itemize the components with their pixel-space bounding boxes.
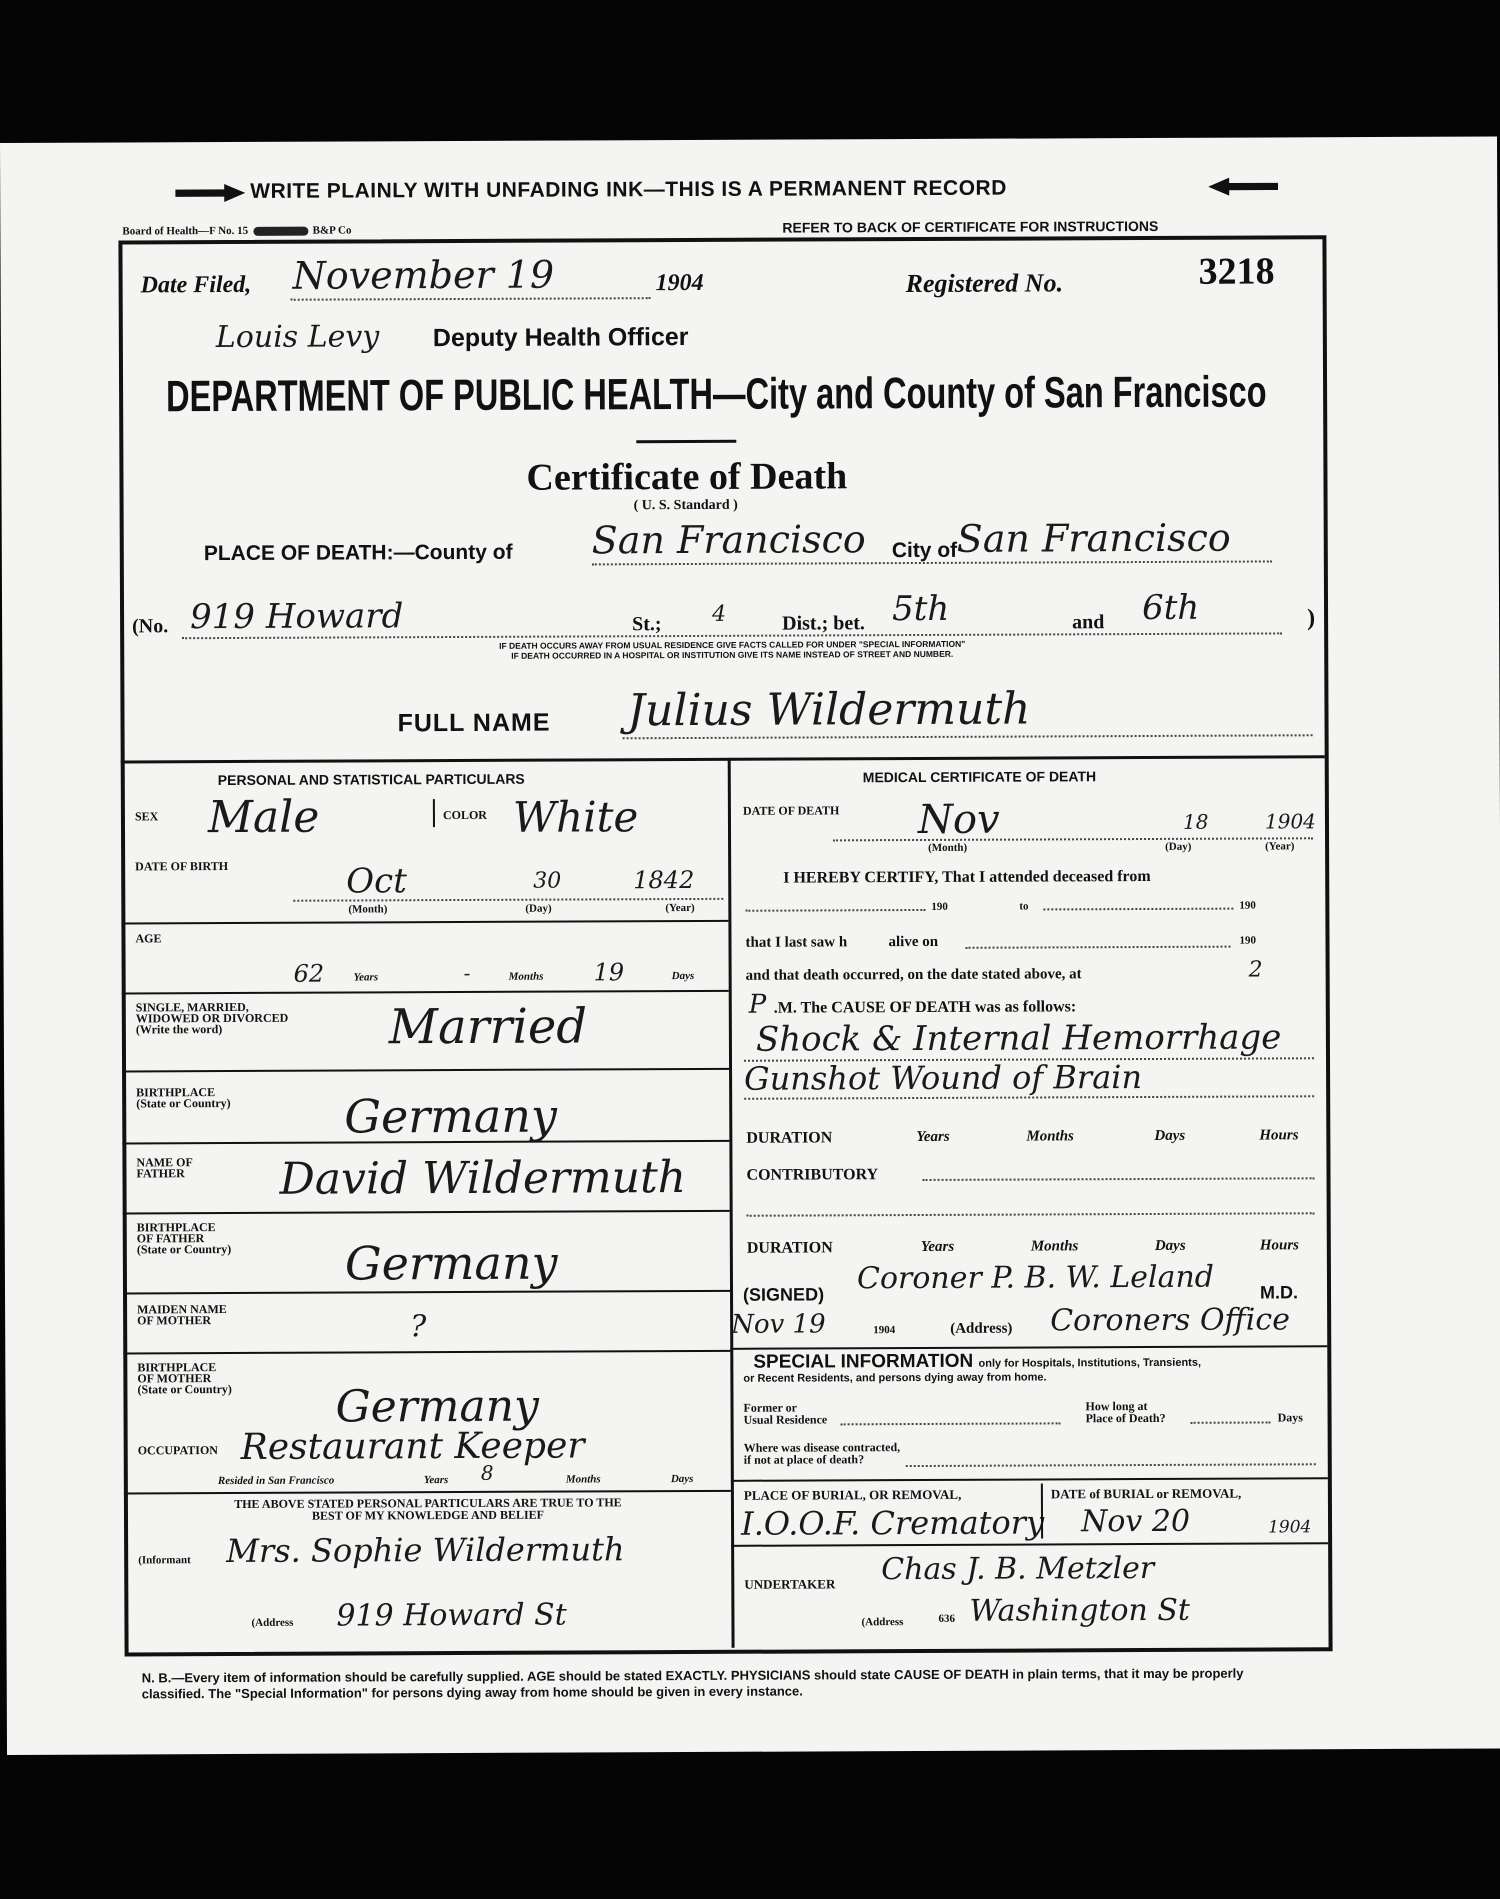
between-street-2: 6th bbox=[1141, 587, 1200, 629]
district-label: Dist.; bet. bbox=[782, 612, 865, 635]
occurred-text: and that death occurred, on the date stated above, at bbox=[745, 966, 1082, 984]
duration-days-2: Days bbox=[1154, 1237, 1186, 1254]
close-paren: ) bbox=[1307, 605, 1316, 632]
father-birthplace-label: BIRTHPLACE OF FATHER (State or Country) bbox=[136, 1220, 232, 1257]
dob-year-caption: (Year) bbox=[665, 901, 695, 915]
city-value: San Francisco bbox=[956, 515, 1231, 561]
county-value: San Francisco bbox=[591, 517, 866, 563]
am-pm-value: P bbox=[748, 989, 767, 1020]
dob-day: 30 bbox=[533, 868, 562, 894]
burial-date-year: 1904 bbox=[1268, 1517, 1312, 1538]
street-number-label: (No. bbox=[132, 615, 169, 638]
certificate-page bbox=[0, 136, 1500, 1755]
informant-label: (Informant bbox=[138, 1554, 191, 1567]
registered-label: Registered No. bbox=[905, 268, 1064, 299]
form-code: Board of Health—F No. 15 B&P Co bbox=[122, 224, 352, 238]
occupation-label: OCCUPATION bbox=[137, 1443, 218, 1458]
mother-name-value: ? bbox=[410, 1309, 427, 1345]
age-days: 19 bbox=[593, 958, 625, 987]
duration-years-2: Years bbox=[920, 1238, 955, 1255]
how-long-label: How long at Place of Death? bbox=[1085, 1399, 1166, 1426]
undertaker-label: UNDERTAKER bbox=[744, 1576, 836, 1592]
and-label: and bbox=[1072, 611, 1105, 634]
cause-label: .M. The CAUSE OF DEATH was as follows: bbox=[773, 998, 1077, 1017]
date-filed-year: 1904 bbox=[655, 269, 704, 297]
resided-days-caption: Days bbox=[670, 1472, 694, 1486]
undertaker-address-value: Washington St bbox=[969, 1592, 1191, 1629]
duration-years-1: Years bbox=[916, 1128, 950, 1146]
father-name-label: NAME OF FATHER bbox=[136, 1155, 193, 1181]
occupation-value: Restaurant Keeper bbox=[240, 1425, 585, 1468]
refer-instructions: REFER TO BACK OF CERTIFICATE FOR INSTRUCTIONS bbox=[782, 217, 1159, 236]
father-birthplace-value: Germany bbox=[344, 1235, 558, 1291]
officer-title: Deputy Health Officer bbox=[432, 322, 689, 353]
sex-value: Male bbox=[207, 791, 320, 844]
informant-value: Mrs. Sophie Wildermuth bbox=[226, 1530, 625, 1571]
dod-year-caption: (Year) bbox=[1265, 840, 1295, 853]
age-months-caption: Months bbox=[508, 970, 544, 983]
personal-heading: PERSONAL AND STATISTICAL PARTICULARS bbox=[217, 770, 525, 789]
printer-logo-icon bbox=[253, 227, 308, 236]
undertaker-address-number: 636 bbox=[938, 1612, 955, 1625]
attestation: THE ABOVE STATED PERSONAL PARTICULARS ARE TRUE TO THE BEST OF MY KNOWLEDGE AND BELIEF bbox=[234, 1495, 622, 1523]
dob-month-caption: (Month) bbox=[348, 903, 388, 916]
burial-date-label: DATE of BURIAL or REMOVAL, bbox=[1050, 1485, 1242, 1502]
undertaker-value: Chas J. B. Metzler bbox=[881, 1550, 1155, 1588]
age-months: - bbox=[463, 960, 471, 985]
last-saw-text: that I last saw h bbox=[745, 934, 848, 951]
age-years-caption: Years bbox=[353, 971, 379, 984]
duration-months-1: Months bbox=[1026, 1128, 1074, 1145]
dod-month-caption: (Month) bbox=[928, 841, 968, 854]
informant-address-label: (Address bbox=[251, 1616, 294, 1629]
medical-address-value: Coroners Office bbox=[1050, 1302, 1290, 1339]
resided-years: 8 bbox=[480, 1460, 494, 1485]
father-name-value: David Wildermuth bbox=[279, 1152, 687, 1205]
to-label: to bbox=[1019, 900, 1029, 913]
duration-label-2: DURATION bbox=[746, 1239, 833, 1257]
medical-address-label: (Address) bbox=[950, 1320, 1013, 1337]
undertaker-address-label: (Address bbox=[861, 1616, 904, 1629]
attended-year-1: 190 bbox=[931, 900, 948, 913]
marital-value: Married bbox=[388, 998, 588, 1056]
special-subheading: or Recent Residents, and persons dying away from home. bbox=[743, 1371, 1047, 1385]
officer-signature: Louis Levy bbox=[215, 319, 380, 356]
registered-number: 3218 bbox=[1198, 250, 1275, 293]
date-filed-label: Date Filed, bbox=[140, 271, 252, 299]
certify-text: I HEREBY CERTIFY, That I attended deceased from bbox=[783, 867, 1151, 887]
dob-month: Oct bbox=[346, 861, 407, 902]
resided-label: Resided in San Francisco bbox=[217, 1474, 335, 1488]
signed-label: (SIGNED) bbox=[742, 1284, 825, 1305]
banner-text: WRITE PLAINLY WITH UNFADING INK—THIS IS A PERMANENT RECORD bbox=[250, 176, 1007, 203]
duration-days-1: Days bbox=[1154, 1127, 1186, 1144]
birthplace-label: BIRTHPLACE (State or Country) bbox=[136, 1085, 231, 1111]
signed-date: Nov 19 bbox=[731, 1309, 826, 1340]
sex-label: SEX bbox=[134, 809, 159, 824]
color-value: White bbox=[512, 792, 639, 842]
cause-secondary: Gunshot Wound of Brain bbox=[744, 1058, 1143, 1098]
burial-place-label: PLACE OF BURIAL, OR REMOVAL, bbox=[743, 1486, 962, 1503]
date-filed-value: November 19 bbox=[292, 252, 555, 298]
marital-label: SINGLE, MARRIED, WIDOWED OR DIVORCED (Write the word) bbox=[135, 999, 289, 1037]
place-instructions: IF DEATH OCCURS AWAY FROM USUAL RESIDENCE GIVE FACTS CALLED FOR UNDER "SPECIAL INFORMATION" IF DEATH OCCURRED IN A HOSPITAL OR INSTITUTION GIVE ITS NAME INSTEAD OF STREET AND NUMBER. bbox=[499, 638, 966, 661]
duration-label-1: DURATION bbox=[746, 1129, 833, 1147]
mother-birthplace-label: BIRTHPLACE OF MOTHER (State or Country) bbox=[137, 1360, 232, 1397]
age-years: 62 bbox=[293, 959, 325, 988]
street-label: St.; bbox=[632, 613, 662, 636]
dob-label: DATE OF BIRTH bbox=[135, 859, 229, 874]
full-name-label: FULL NAME bbox=[397, 708, 551, 738]
color-label: COLOR bbox=[442, 807, 487, 823]
dob-year: 1842 bbox=[633, 865, 695, 895]
pointing-hand-right-icon bbox=[1208, 177, 1278, 195]
age-days-caption: Days bbox=[671, 969, 695, 983]
md-label: M.D. bbox=[1259, 1282, 1299, 1303]
street-address-value: 919 Howard bbox=[189, 596, 404, 638]
mother-name-label: MAIDEN NAME OF MOTHER bbox=[137, 1302, 227, 1328]
place-of-death-label: PLACE OF DEATH:—County of bbox=[203, 540, 513, 566]
signed-year: 1904 bbox=[873, 1324, 896, 1337]
disease-contracted-label: Where was disease contracted, if not at place of death? bbox=[743, 1440, 901, 1467]
alive-on-text: alive on bbox=[888, 933, 939, 951]
dod-day: 18 bbox=[1182, 809, 1209, 834]
department-title: DEPARTMENT OF PUBLIC HEALTH—City and County of San Francisco bbox=[166, 367, 1267, 422]
special-heading: SPECIAL INFORMATION only for Hospitals, Institutions, Transients, bbox=[753, 1350, 1202, 1373]
age-label: AGE bbox=[135, 931, 162, 946]
certificate-subtitle: ( U. S. Standard ) bbox=[633, 497, 738, 514]
medical-heading: MEDICAL CERTIFICATE OF DEATH bbox=[862, 768, 1097, 786]
dod-month: Nov bbox=[917, 796, 1000, 844]
city-label: City of bbox=[891, 538, 958, 563]
dob-day-caption: (Day) bbox=[525, 902, 552, 915]
attended-year-2: 190 bbox=[1239, 899, 1256, 912]
how-long-days-label: Days bbox=[1277, 1410, 1303, 1425]
burial-date-value: Nov 20 bbox=[1080, 1503, 1191, 1540]
dod-day-caption: (Day) bbox=[1165, 840, 1192, 853]
cause-primary: Shock & Internal Hemorrhage bbox=[755, 1017, 1282, 1060]
duration-hours-1: Hours bbox=[1259, 1127, 1299, 1144]
informant-address-value: 919 Howard St bbox=[336, 1597, 567, 1634]
contributory-label: CONTRIBUTORY bbox=[746, 1166, 879, 1184]
full-name-value: Julius Wildermuth bbox=[627, 683, 1031, 737]
footer-note: N. B.—Every item of information should be carefully supplied. AGE should be stated EXACTLY. PHYSICIANS should state CAUSE OF DEATH in plain terms, that it may be properly classified. The "Special Information" for persons dying away from home should be given in every instance. bbox=[141, 1665, 1244, 1702]
death-time: 2 bbox=[1248, 957, 1263, 983]
mother-birthplace-value: Germany bbox=[335, 1380, 540, 1433]
dod-year: 1904 bbox=[1264, 809, 1316, 834]
pointing-hand-left-icon bbox=[175, 184, 245, 202]
between-street-1: 5th bbox=[891, 588, 950, 630]
duration-months-2: Months bbox=[1030, 1238, 1079, 1255]
signed-value: Coroner P. B. W. Leland bbox=[856, 1259, 1215, 1297]
alive-year: 190 bbox=[1239, 934, 1257, 947]
burial-place-value: I.O.O.F. Crematory bbox=[740, 1503, 1045, 1543]
resided-years-caption: Years bbox=[423, 1474, 449, 1487]
birthplace-value: Germany bbox=[344, 1088, 557, 1144]
former-residence-label: Former or Usual Residence bbox=[743, 1400, 828, 1427]
duration-hours-2: Hours bbox=[1259, 1237, 1300, 1254]
resided-months-caption: Months bbox=[565, 1473, 601, 1486]
ward-value: 4 bbox=[712, 601, 727, 627]
certificate-title: Certificate of Death bbox=[526, 455, 848, 499]
dod-label: DATE OF DEATH bbox=[742, 803, 840, 818]
